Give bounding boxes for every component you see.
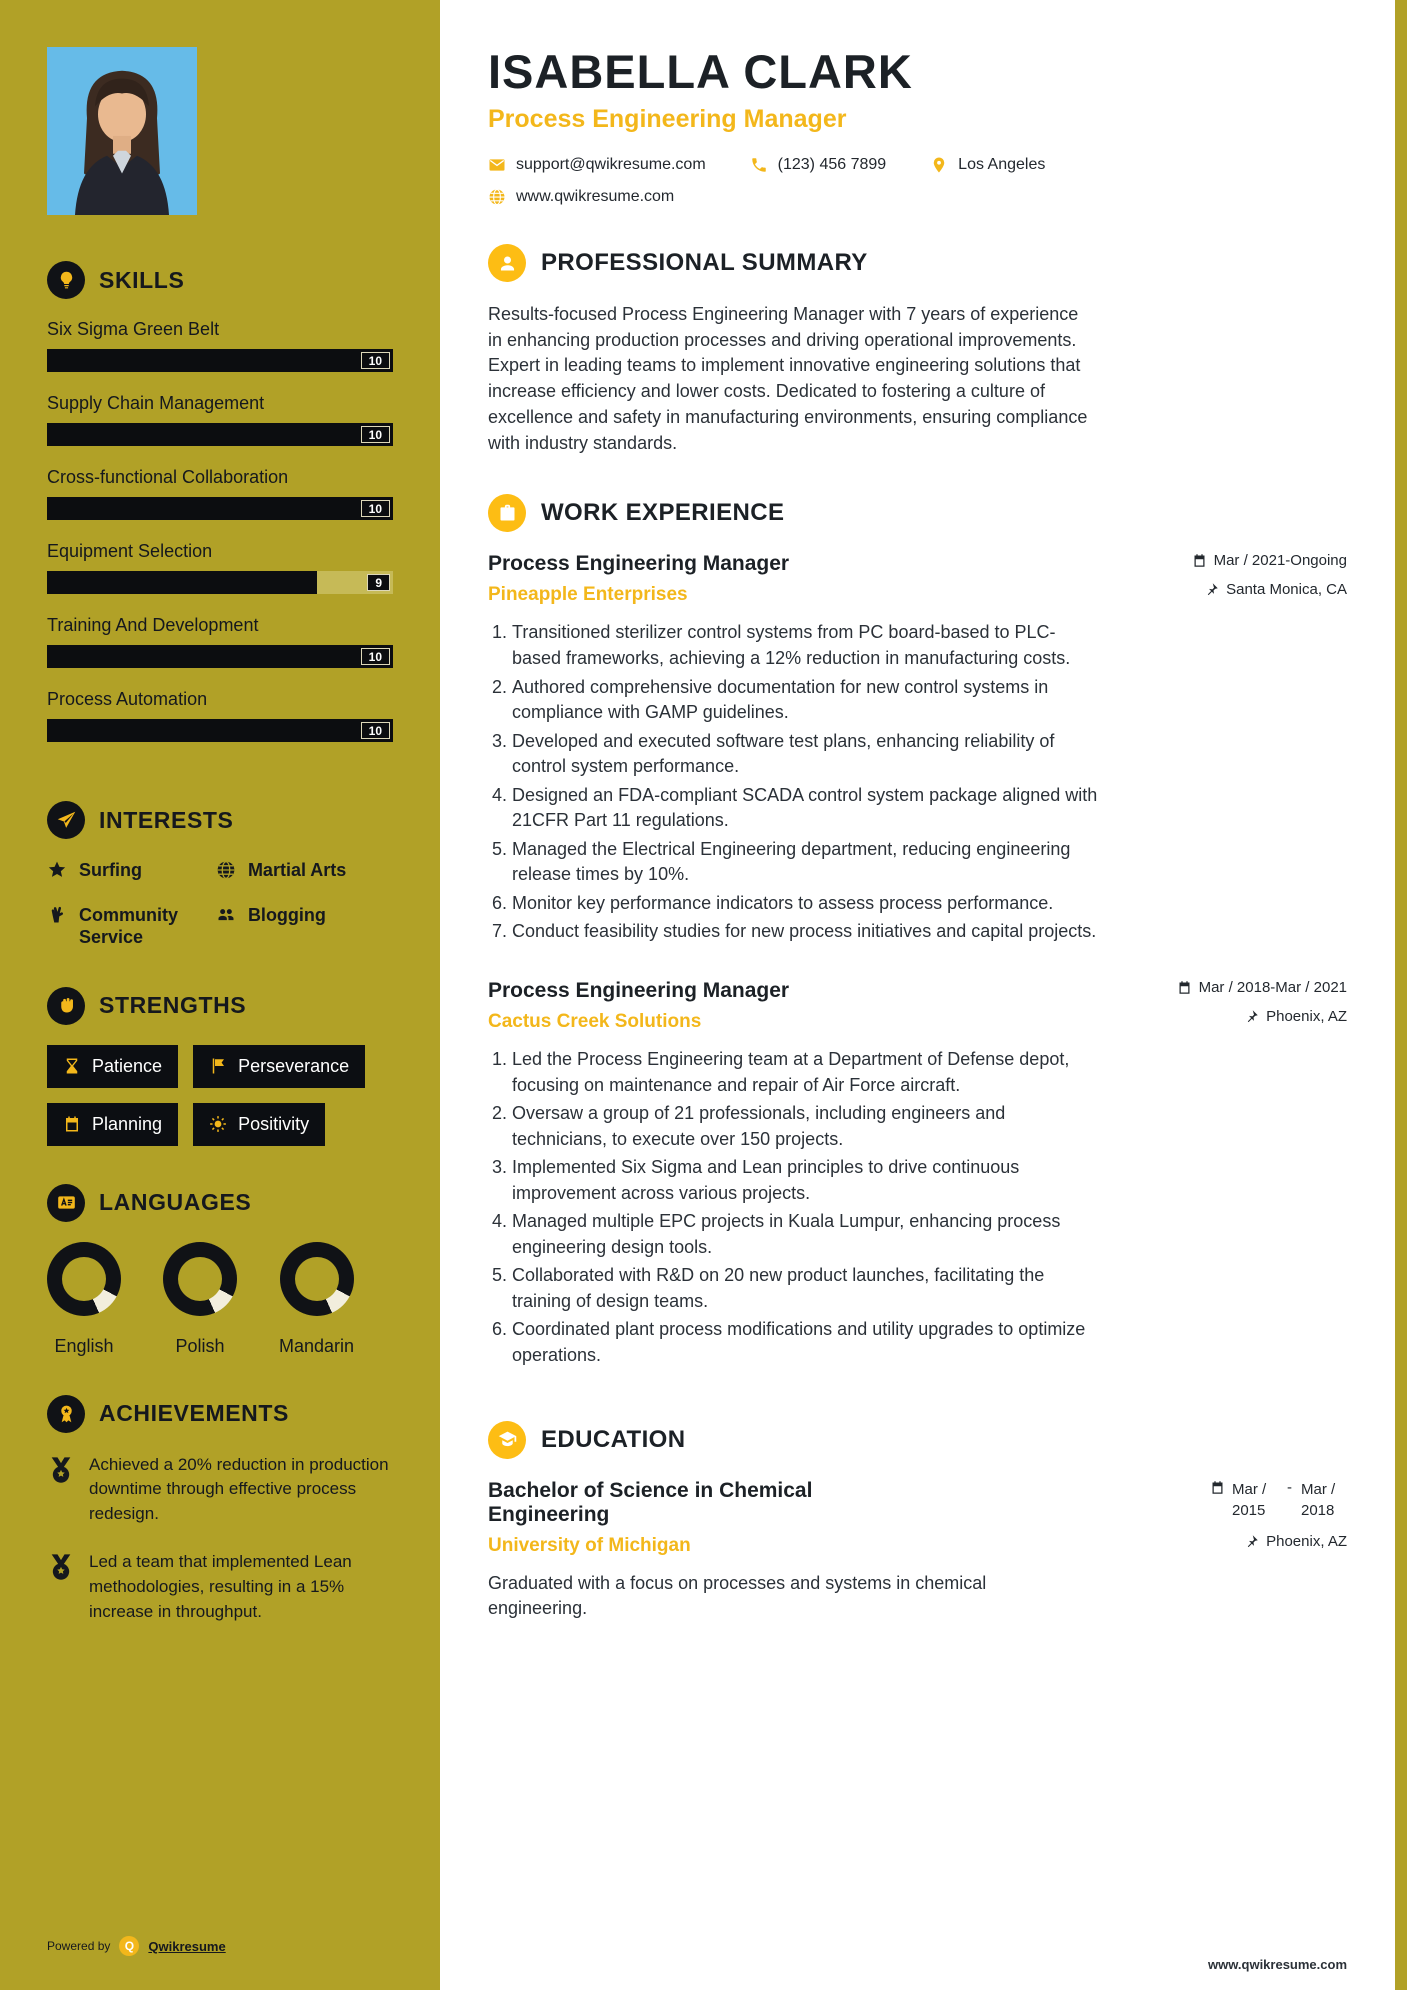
job-role: Process Engineering Manager <box>488 552 790 576</box>
languages-title: LANGUAGES <box>99 1189 252 1215</box>
language-item <box>279 1242 354 1357</box>
envelope-icon <box>488 156 506 174</box>
skill-bar <box>47 349 393 372</box>
job-bullet: 1. Led the Process Engineering team at a Department of Defense depot, focusing on maintenance and repair of Air Force aircraft. <box>512 1047 1098 1098</box>
phone-text: (123) 456 7899 <box>777 156 887 173</box>
sun-icon <box>209 1115 227 1133</box>
calendar-icon <box>1177 980 1192 995</box>
language-item <box>47 1242 121 1357</box>
languages-section <box>47 1184 393 1357</box>
experience-section <box>488 494 1347 1368</box>
interest-item <box>216 904 393 949</box>
summary-text: Results-focused Process Engineering Manager with 7 years of experience in enhancing production processes and driving operational improvements. Expert in leading teams to implement innovative engineering solutions that increase efficiency and lower costs. Dedicated to fostering a culture of excellence and safety in manufacturing environments, ensuring compliance with industry standards. <box>488 304 1088 453</box>
interest-item <box>216 859 393 882</box>
location-item <box>930 156 1045 174</box>
powered-by-footer <box>47 1936 393 1956</box>
achievements-section <box>47 1395 393 1649</box>
education-title: EDUCATION <box>541 1425 686 1453</box>
language-label: English <box>54 1335 114 1356</box>
qwikresume-link[interactable]: Qwikresume <box>148 1938 226 1954</box>
experience-entry <box>488 979 1347 1369</box>
skill-value-badge: 10 <box>361 500 390 517</box>
education-description: Graduated with a focus on processes and systems in chemical engineering. <box>488 1572 987 1619</box>
skill-item <box>47 689 393 742</box>
skill-item <box>47 615 393 668</box>
job-company: Cactus Creek Solutions <box>488 1010 702 1032</box>
pushpin-icon <box>1244 1009 1259 1024</box>
achievement-item <box>47 1453 393 1527</box>
email-item <box>488 156 706 174</box>
footer-website: www.qwikresume.com <box>1208 1957 1347 1972</box>
skill-value-badge: 10 <box>361 352 390 369</box>
language-label: Polish <box>175 1335 225 1356</box>
job-bullet-list <box>488 620 1098 945</box>
paper-plane-icon <box>47 801 85 839</box>
website-item <box>488 188 674 206</box>
skill-value-badge: 9 <box>367 574 390 591</box>
skill-bar <box>47 571 393 594</box>
skill-bar <box>47 719 393 742</box>
job-company: Pineapple Enterprises <box>488 584 688 606</box>
globe-icon <box>488 188 506 206</box>
job-bullet: 2. Oversaw a group of 21 professionals, including engineers and technicians, to execute over 150 projects. <box>512 1101 1098 1152</box>
interest-label: Martial Arts <box>247 860 347 880</box>
strength-label: Positivity <box>238 1113 310 1134</box>
candidate-name: ISABELLA CLARK <box>488 45 913 98</box>
strength-label: Planning <box>92 1113 163 1134</box>
experience-entry <box>488 552 1347 945</box>
translate-card-icon <box>47 1184 85 1222</box>
skills-section <box>47 261 393 763</box>
job-bullet: 7. Conduct feasibility studies for new process initiatives and capital projects. <box>512 919 1098 945</box>
rosette-icon <box>47 1395 85 1433</box>
school-name: University of Michigan <box>488 1534 691 1556</box>
language-label: Mandarin <box>279 1335 355 1356</box>
strength-chip <box>47 1045 178 1088</box>
flag-icon <box>209 1057 227 1075</box>
strength-label: Patience <box>92 1055 163 1076</box>
language-donut-chart <box>47 1242 121 1316</box>
job-role: Process Engineering Manager <box>488 978 790 1002</box>
globe-icon <box>216 860 236 880</box>
skill-bar <box>47 423 393 446</box>
degree-name: Bachelor of Science in Chemical Engineering <box>488 1478 813 1526</box>
medal-icon <box>47 1552 75 1580</box>
job-bullet: 3. Developed and executed software test plans, enhancing reliability of control system performance. <box>512 729 1098 780</box>
summary-section <box>488 244 1347 456</box>
education-entry <box>488 1479 1347 1557</box>
powered-by-label: Powered by <box>47 1939 111 1953</box>
fist-icon <box>47 987 85 1025</box>
strength-label: Perseverance <box>238 1055 350 1076</box>
star-icon <box>47 860 67 880</box>
job-bullet: 6. Coordinated plant process modifications and utility upgrades to optimize operations. <box>512 1317 1098 1368</box>
skill-value-badge: 10 <box>361 722 390 739</box>
strength-chip <box>47 1103 178 1146</box>
job-bullet: 5. Managed the Electrical Engineering department, reducing engineering release times by 10%. <box>512 837 1098 888</box>
job-bullet: 6. Monitor key performance indicators to assess process performance. <box>512 891 1098 917</box>
education-dates: Mar / 2015 - Mar / 2018 <box>1210 1479 1347 1521</box>
education-location: Phoenix, AZ <box>1210 1533 1347 1550</box>
calendar-icon <box>1210 1480 1225 1495</box>
person-icon <box>488 244 526 282</box>
email-text: support@qwikresume.com <box>516 156 706 173</box>
calendar-icon <box>1192 553 1207 568</box>
graduation-cap-icon <box>488 1421 526 1459</box>
job-bullet: 1. Transitioned sterilizer control systems from PC board-based to PLC-based frameworks, achieving a 12% reduction in manufacturing costs. <box>512 620 1098 671</box>
summary-title: PROFESSIONAL SUMMARY <box>541 249 868 276</box>
skill-name: Six Sigma Green Belt <box>47 319 220 339</box>
job-dates: Mar / 2018-Mar / 2021 <box>1177 979 1347 996</box>
interest-label: Surfing <box>79 860 142 880</box>
education-section <box>488 1421 1347 1622</box>
job-bullet: 2. Authored comprehensive documentation for new control systems in compliance with GAMP guidelines. <box>512 675 1098 726</box>
interests-title: INTERESTS <box>99 806 234 833</box>
job-location: Santa Monica, CA <box>1192 581 1347 598</box>
skill-item <box>47 319 393 372</box>
hourglass-icon <box>63 1057 81 1075</box>
profile-photo <box>47 47 197 215</box>
calendar-icon <box>63 1115 81 1133</box>
map-pin-icon <box>930 156 948 174</box>
skill-value-badge: 10 <box>361 426 390 443</box>
interests-section <box>47 801 393 949</box>
pushpin-icon <box>1204 582 1219 597</box>
skill-item <box>47 467 393 520</box>
language-item <box>163 1242 237 1357</box>
job-location: Phoenix, AZ <box>1177 1008 1347 1025</box>
job-bullet-list <box>488 1047 1098 1369</box>
achievement-text: Achieved a 20% reduction in production downtime through effective process redesign. <box>89 1454 389 1523</box>
job-dates: Mar / 2021-Ongoing <box>1192 552 1347 569</box>
portrait-illustration <box>47 47 197 215</box>
contact-info <box>488 156 1347 206</box>
achievements-title: ACHIEVEMENTS <box>99 1400 289 1426</box>
interest-item <box>47 904 208 949</box>
skills-title: SKILLS <box>99 266 185 293</box>
skill-bar <box>47 645 393 668</box>
location-text: Los Angeles <box>958 156 1046 173</box>
lightbulb-icon <box>47 261 85 299</box>
job-bullet: 5. Collaborated with R&D on 20 new product launches, facilitating the training of design teams. <box>512 1263 1098 1314</box>
job-bullet: 4. Managed multiple EPC projects in Kuala Lumpur, enhancing process engineering design tools. <box>512 1209 1098 1260</box>
skill-item <box>47 541 393 594</box>
achievement-text: Led a team that implemented Lean methodologies, resulting in a 15% increase in throughput. <box>89 1552 352 1621</box>
strengths-title: STRENGTHS <box>99 992 247 1018</box>
interest-label: Blogging <box>247 904 326 925</box>
phone-item <box>750 156 887 174</box>
candidate-job-title: Process Engineering Manager <box>488 105 847 133</box>
hand-icon <box>47 905 67 925</box>
language-donut-chart <box>163 1242 237 1316</box>
briefcase-icon <box>488 494 526 532</box>
strength-chip <box>193 1045 365 1088</box>
interest-label: Community Service <box>79 904 178 947</box>
skill-name: Equipment Selection <box>47 541 213 561</box>
phone-icon <box>750 156 768 174</box>
website-text: www.qwikresume.com <box>516 188 675 205</box>
skill-value-badge: 10 <box>361 648 390 665</box>
job-bullet: 4. Designed an FDA-compliant SCADA control system package aligned with 21CFR Part 11 regulations. <box>512 783 1098 834</box>
strength-chip <box>193 1103 325 1146</box>
language-donut-chart <box>280 1242 354 1316</box>
strengths-section <box>47 987 393 1146</box>
skill-name: Supply Chain Management <box>47 393 265 413</box>
skill-item <box>47 393 393 446</box>
right-edge-strip <box>1395 0 1407 1990</box>
pushpin-icon <box>1244 1534 1259 1549</box>
skill-name: Cross-functional Collaboration <box>47 467 289 487</box>
experience-title: WORK EXPERIENCE <box>541 499 785 527</box>
medal-icon <box>47 1455 75 1483</box>
sidebar <box>0 0 440 1990</box>
skill-name: Training And Development <box>47 615 259 635</box>
job-bullet: 3. Implemented Six Sigma and Lean principles to drive continuous improvement across various projects. <box>512 1155 1098 1206</box>
users-icon <box>216 905 236 925</box>
skill-bar <box>47 497 393 520</box>
achievement-item <box>47 1550 393 1624</box>
skill-name: Process Automation <box>47 689 208 709</box>
interest-item <box>47 859 208 882</box>
qwikresume-logo-icon: Q <box>119 1936 139 1956</box>
main-content <box>440 0 1395 1990</box>
